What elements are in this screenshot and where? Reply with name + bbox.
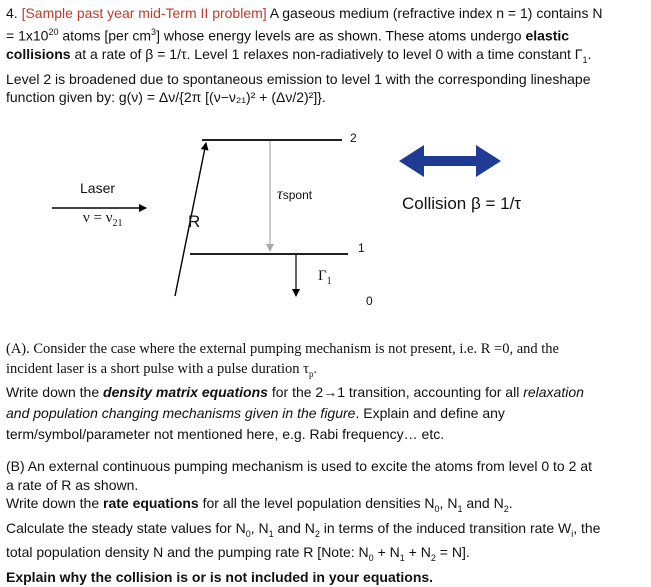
gamma-subscript: 1 xyxy=(582,54,588,65)
part-b-line-5-end: = N]. xyxy=(435,544,470,561)
problem-tag: [Sample past year mid-Term II problem] xyxy=(21,5,267,21)
sep-4: , N xyxy=(250,519,269,536)
sub-n1: 1 xyxy=(457,504,463,515)
pump-rate-label: R xyxy=(188,212,201,231)
collision-label: Collision β = 1/τ xyxy=(402,194,522,213)
gamma-label xyxy=(318,268,332,287)
italic-population-changing: and population changing mechanisms given in the figure xyxy=(6,404,356,421)
part-b-line-3-mid: for all the level population densities N xyxy=(198,495,435,512)
part-b xyxy=(6,457,642,587)
sub-n1-b: 1 xyxy=(268,528,274,539)
statement-line-2: ] whose energy levels are as shown. These atoms undergo xyxy=(156,27,526,44)
level-0-label: 0 xyxy=(366,294,373,308)
part-b-line-4-mid: in terms of the induced transition rate W xyxy=(319,519,572,536)
sub-wi: i xyxy=(571,528,574,539)
collision-double-arrow xyxy=(399,145,501,177)
sep-3: . xyxy=(508,495,513,512)
part-b-line-5-start: total population density N and the pumping rate R [Note: N xyxy=(6,544,369,561)
part-b-line-4-start: Calculate the steady state values for N xyxy=(6,519,246,536)
part-a-line-4: . Explain and define any xyxy=(355,404,505,421)
bold-elastic: elastic xyxy=(525,27,570,44)
laser-label: Laser xyxy=(80,180,116,196)
part-a-line-3-mid: for the 2→1 transition, accounting for all xyxy=(267,384,524,401)
part-a xyxy=(6,340,642,445)
part-b-line-2: a rate of R as shown. xyxy=(6,476,139,493)
sub-n2-b: 2 xyxy=(314,528,320,539)
tau-symbol: τ xyxy=(277,186,283,203)
gamma-label-subscript: 1 xyxy=(326,276,332,287)
sub-n0: 0 xyxy=(434,504,440,515)
part-a-line-2: incident laser is a short pulse with a pulse duration τ xyxy=(6,360,310,377)
bold-rate-equations: rate equations xyxy=(103,495,199,512)
statement-line-4: Level 2 is broadened due to spontaneous emission to level 1 with the corresponding lineshape xyxy=(6,70,591,87)
sub-n0-c: 0 xyxy=(368,553,374,564)
sub-n2-c: 2 xyxy=(430,553,436,564)
problem-number: 4. xyxy=(6,5,18,21)
sep-6: + N xyxy=(373,544,400,561)
sep-2: and N xyxy=(462,495,504,512)
sep-1: , N xyxy=(439,495,458,512)
tau-p-subscript: p xyxy=(309,368,314,379)
statement-line-1: A gaseous medium (refractive index n = 1) contains N xyxy=(269,5,603,21)
tau-subscript: spont xyxy=(282,188,313,202)
sub-n2: 2 xyxy=(503,504,509,515)
part-a-line-3-start: Write down the xyxy=(6,384,104,401)
part-b-line-3-start: Write down the xyxy=(6,495,104,512)
part-b-line-4-end: , the xyxy=(573,519,601,536)
part-a-line-1: (A). Consider the case where the external pumping mechanism is not present, i.e. R =0, and the xyxy=(6,341,559,357)
sep-5: and N xyxy=(273,519,315,536)
part-a-line-2-end: . xyxy=(313,361,318,377)
statement-density: = 1x10 xyxy=(6,27,49,44)
laser-frequency xyxy=(83,210,123,229)
bold-density-matrix: density matrix equations xyxy=(103,384,268,401)
bold-collisions: collisions xyxy=(6,46,71,63)
tau-spont-label xyxy=(277,186,312,204)
sub-n0-b: 0 xyxy=(245,528,251,539)
statement-line-3-end: . xyxy=(587,46,592,63)
part-a-line-5: term/symbol/parameter not mentioned here, e.g. Rabi frequency… etc. xyxy=(6,425,445,442)
sub-n1-c: 1 xyxy=(399,553,405,564)
lineshape-formula: function given by: g(ν) = Δν/{2π [(ν−ν₂₁)² + (Δν/2)²]}. xyxy=(6,89,326,106)
exponent-20: 20 xyxy=(48,26,59,37)
exponent-3: 3 xyxy=(151,26,157,37)
sep-7: + N xyxy=(404,544,431,561)
italic-relaxation: relaxation xyxy=(523,384,584,401)
level-2-label: 2 xyxy=(350,131,357,145)
statement-line-3: at a rate of β = 1/τ. Level 1 relaxes non-radiatively to level 0 with a time constant Γ xyxy=(70,46,583,63)
nu-text: ν = ν xyxy=(83,210,113,226)
part-b-line-1: (B) An external continuous pumping mechanism is used to excite the atoms from level 0 to 2 at xyxy=(6,458,592,474)
gamma-symbol: Γ xyxy=(318,268,327,284)
nu-subscript: 21 xyxy=(112,218,123,229)
statement-units: atoms [per cm xyxy=(58,27,152,44)
bold-collision-question: Explain why the collision is or is not included in your equations. xyxy=(6,568,434,585)
level-1-label: 1 xyxy=(358,241,365,255)
